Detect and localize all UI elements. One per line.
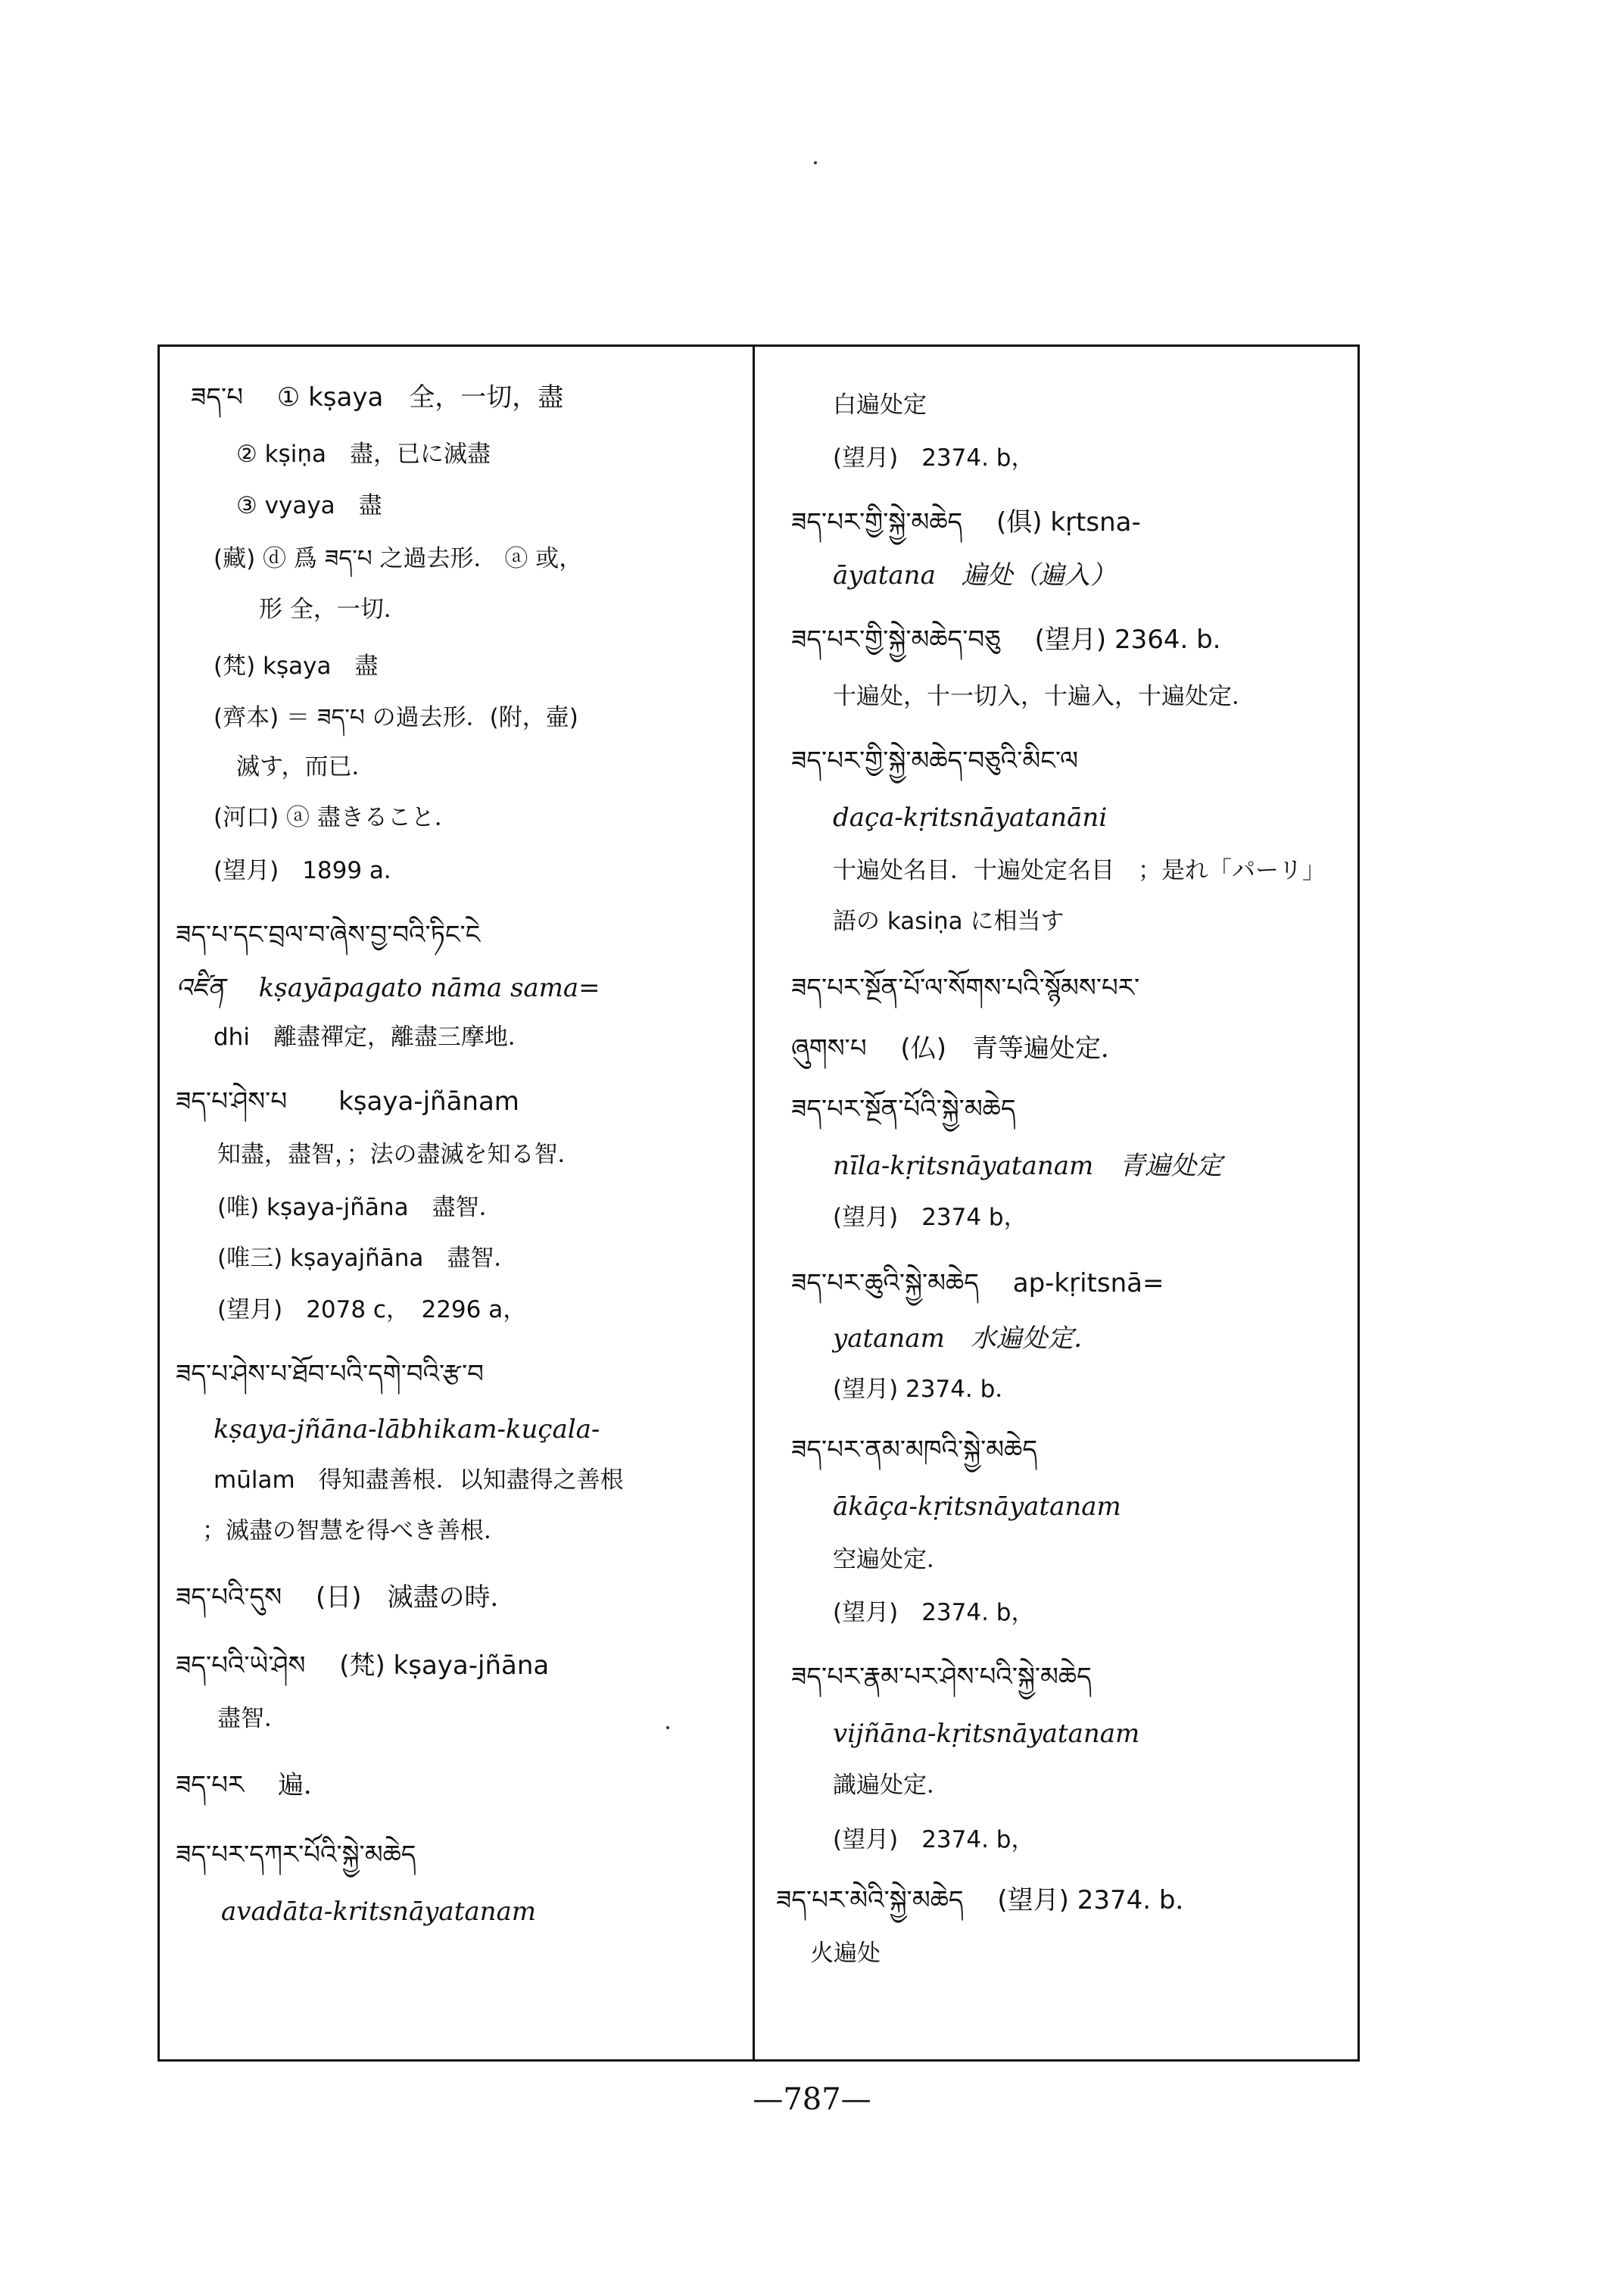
entry-line: (望月) 2078 c， 2296 a， <box>217 1296 527 1323</box>
entry-line: འཛིན kṣayāpagato nāma sama= <box>176 973 600 1003</box>
entry-line: āyatana 遍处（遍入） <box>833 560 1116 591</box>
entry-line: dhi 離盡禪定，離盡三摩地． <box>214 1024 531 1051</box>
entry-line: (齊本) ＝ ཟད་པ の過去形．(附，壷) <box>214 704 578 731</box>
entry-line: yatanam 水遍处定． <box>833 1323 1099 1354</box>
entry-line: (望月) 2374. b， <box>833 1826 1035 1853</box>
entry-line: ཟད་པར་སྔོན་པོ་ལ་སོགས་པའི་སྙོམས་པར་ <box>791 973 1140 1003</box>
scan-speck <box>814 161 817 164</box>
entry-line: ākāça-kṛitsnāyatanam <box>833 1491 1121 1522</box>
entry-line: ཟད་པར་སྔོན་པོའི་སྐྱེ་མཆེད <box>791 1094 1016 1124</box>
entry-line: 白遍处定 <box>833 391 927 419</box>
entry-line: ཟད་པར་རྣམ་པར་ཤེས་པའི་སྐྱེ་མཆེད <box>791 1662 1092 1692</box>
entry-line: (望月) 2374. b， <box>833 1599 1035 1626</box>
entry-line: ཟད་པ་ཤེས་པ kṣaya-jñānam <box>176 1086 519 1117</box>
right-column <box>772 356 1348 2052</box>
column-divider <box>753 344 755 2062</box>
entry-line: (唯) kṣaya-jñāna 盡智． <box>217 1194 503 1221</box>
entry-line: nīla-kṛitsnāyatanam 青遍处定 <box>833 1151 1223 1181</box>
entry-line: 滅す，而已． <box>236 753 376 781</box>
scan-speck <box>666 1726 669 1729</box>
entry-line: ཟད་པར་གྱི་སྐྱེ་མཆེད་བཅུའི་མིང་ལ <box>791 746 1078 776</box>
entry-line: mūlam 得知盡善根．以知盡得之善根 <box>214 1466 624 1494</box>
entry-line: ཞུགས་པ (仏) 青等遍处定． <box>791 1033 1127 1064</box>
entry-line: 火遍处 <box>810 1940 881 1967</box>
entry-line: (唯三) kṣayajñāna 盡智． <box>217 1245 518 1272</box>
entry-line: ཟད་པའི་དུས (日) 滅盡の時． <box>176 1582 516 1613</box>
entry-line: ཟད་པ་དང་བྲལ་བ་ཞེས་བྱ་བའི་ཏིང་ངེ <box>176 920 481 950</box>
entry-line: ཟད་པའི་ཡེ་ཤེས (梵) kṣaya-jñāna <box>176 1650 550 1681</box>
entry-line: 知盡，盡智，；法の盡滅を知る智． <box>217 1141 581 1168</box>
entry-line: ཟད་པ ① kṣaya 全，一切，盡 <box>191 382 564 413</box>
entry-line: (望月) 2374. b， <box>833 444 1035 472</box>
entry-line: (望月) 2374. b． <box>833 1376 1019 1403</box>
entry-line: 十遍处名目．十遍处定名目 ；是れ「パーリ」 <box>833 857 1326 884</box>
entry-line: (河口) ⓐ 盡きること． <box>214 804 458 831</box>
entry-line: (梵) kṣaya 盡 <box>214 653 379 680</box>
entry-line: ཟད་པར 遍． <box>176 1770 329 1800</box>
entry-line: vijñāna-kṛitsnāyatanam <box>833 1719 1140 1749</box>
entry-line: kṣaya-jñāna-lābhikam-kuçala- <box>214 1414 600 1445</box>
entry-line: ② kṣiṇa 盡，已に滅盡 <box>236 441 491 468</box>
entry-line: 盡智． <box>217 1705 288 1732</box>
entry-line: ཟད་པར་མེའི་སྐྱེ་མཆེད (望月) 2374. b． <box>776 1885 1202 1915</box>
entry-line: (望月) 2374 b， <box>833 1204 1027 1231</box>
entry-line: 形 全，一切． <box>259 596 407 623</box>
entry-line: ཟད་པར་གྱི་སྐྱེ་མཆེད (俱) kṛtsna- <box>791 507 1141 538</box>
entry-line: ཟད་པ་ཤེས་པ་ཐོབ་པའི་དགེ་བའི་རྩ་བ <box>176 1359 484 1389</box>
entry-line: ཟད་པར་ནམ་མཁའི་སྐྱེ་མཆེད <box>791 1435 1038 1465</box>
entry-line: ཟད་པར་དཀར་པོའི་སྐྱེ་མཆེད <box>176 1840 416 1870</box>
page-number: —787— <box>753 2082 871 2117</box>
entry-line: ཟད་པར་གྱི་སྐྱེ་མཆེད་བཅུ (望月) 2364. b. <box>791 625 1221 655</box>
entry-line: 空遍处定． <box>833 1546 950 1573</box>
entry-line: daça-kṛitsnāyatanāni <box>833 803 1108 833</box>
left-column <box>176 356 740 2052</box>
entry-line: ཟད་པར་ཆུའི་སྐྱེ་མཆེད ap-kṛitsnā= <box>791 1268 1164 1298</box>
entry-line: (望月) 1899 a． <box>214 857 407 884</box>
entry-line: 語の kasiṇa に相当す <box>833 908 1064 935</box>
entry-line: avadāta-kritsnāyatanam <box>221 1897 537 1927</box>
entry-line: 識遍处定． <box>833 1772 950 1799</box>
entry-line: 十遍处，十一切入，十遍入，十遍处定． <box>833 683 1255 710</box>
entry-line: (藏) ⓓ 爲 ཟད་པ 之過去形． ⓐ 或， <box>214 545 583 572</box>
entry-line: ；滅盡の智慧を得べき善根． <box>202 1517 507 1544</box>
entry-line: ③ vyaya 盡 <box>236 492 382 519</box>
